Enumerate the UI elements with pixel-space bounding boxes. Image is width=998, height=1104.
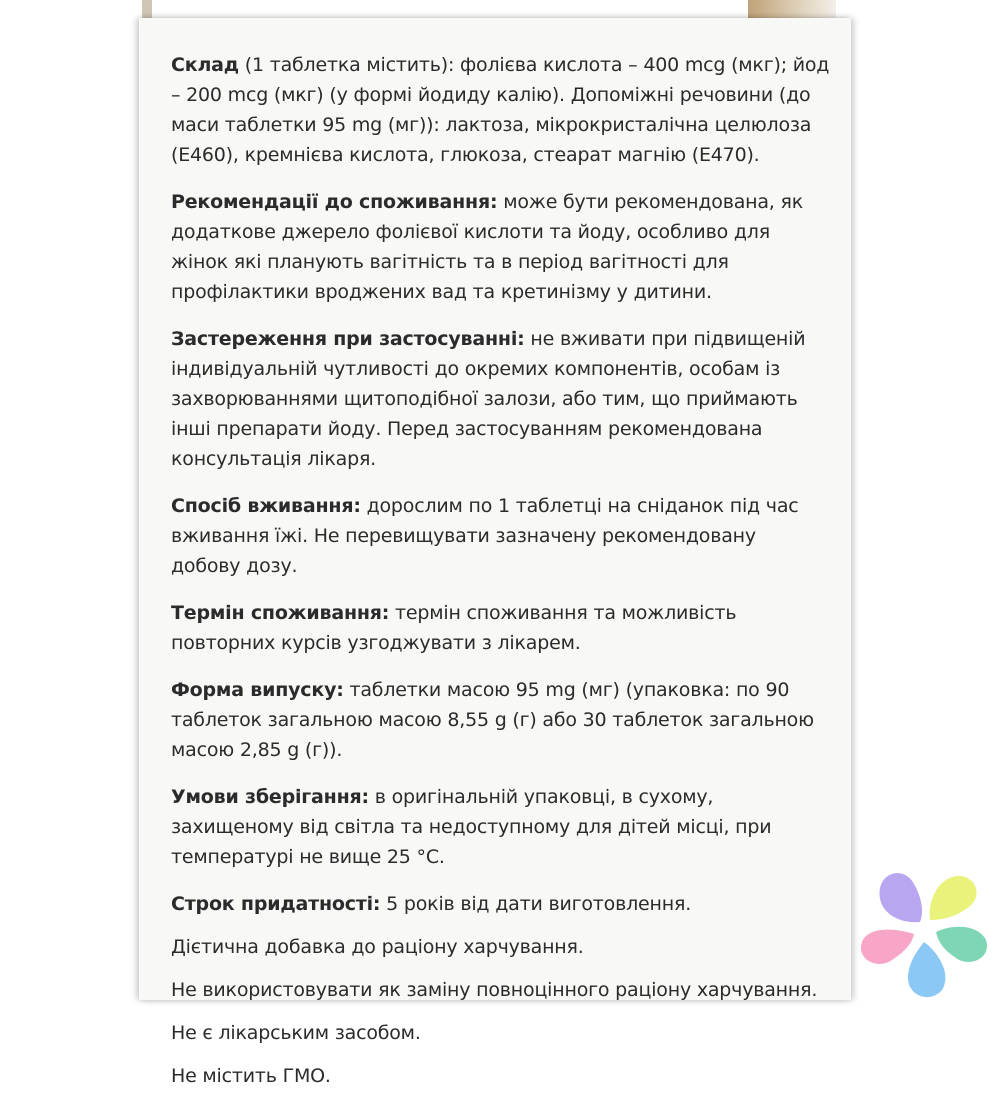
section-body: дорослим по 1 таблетці на сніданок під час вживання їжі. Не перевищувати зазначену рекомендовану добову дозу. [171,495,799,577]
section-form [171,675,831,765]
box-flap-right [748,0,836,18]
note-supplement: Дієтична добавка до раціону харчування. [171,936,584,958]
section-usage [171,491,831,581]
section-body: термін споживання та можливість повторних курсів узгоджувати з лікарем. [171,602,737,654]
section-body: не вживати при підвищеній індивідуальній чутливості до окремих компонентів, особам із захворюваннями щитоподібної залози, або тим, що приймають інші препарати йоду. Перед застосуванням рекомендована консультація лікаря. [171,328,806,470]
section-shelf-life [171,889,831,919]
section-composition [171,50,831,170]
note-not-medicine: Не є лікарським засобом. [171,1022,421,1044]
product-info-text [171,50,831,1104]
section-duration [171,598,831,658]
section-heading: Термін споживання: [171,602,390,624]
section-heading: Умови зберігання: [171,786,369,808]
logo-petal-purple [879,873,922,922]
section-heading: Застереження при застосуванні: [171,328,525,350]
section-heading: Форма випуску: [171,679,344,701]
note-not-replacement: Не використовувати як заміну повноцінного раціону харчування. [171,979,818,1001]
section-body: в оригінальній упаковці, в сухому, захищеному від світла та недоступному для дітей місці, при температурі не вище 25 °С. [171,786,772,868]
section-storage [171,782,831,872]
logo-petal-yellow [930,876,977,920]
section-body: таблетки масою 95 mg (мг) (упаковка: по 90 таблеток загальною масою 8,55 g (г) або 30 таблеток загальною масою 2,85 g (г)). [171,679,814,761]
section-recommendations [171,187,831,307]
section-body: може бути рекомендована, як додаткове джерело фолієвої кислоти та йоду, особливо для жінок які планують вагітність та в період вагітності для профілактики вроджених вад та кретинізму у дитини. [171,191,803,303]
section-heading: Склад [171,54,239,76]
section-heading: Рекомендації до споживання: [171,191,498,213]
logo-petal-pink [861,930,914,964]
flower-logo-icon [856,862,994,1000]
logo-petal-blue [908,942,945,997]
section-heading: Строк придатності: [171,893,381,915]
section-body: (1 таблетка містить): фолієва кислота – 400 mcg (мкг); йод – 200 mcg (мкг) (у формі йодиду калію). Допоміжні речовини (до маси таблетки 95 mg (мг)): лактоза, мікрокристалічна целюлоза (Е460), кремнієва кислота, глюкоза, стеарат магнію (Е470). [171,54,830,166]
section-heading: Спосіб вживання: [171,495,361,517]
note-no-gmo: Не містить ГМО. [171,1065,331,1087]
section-warnings [171,324,831,474]
logo-center-star [914,922,937,944]
section-body: 5 років від дати виготовлення. [380,893,692,915]
logo-petal-green [936,927,987,962]
box-flap-left [142,0,152,18]
